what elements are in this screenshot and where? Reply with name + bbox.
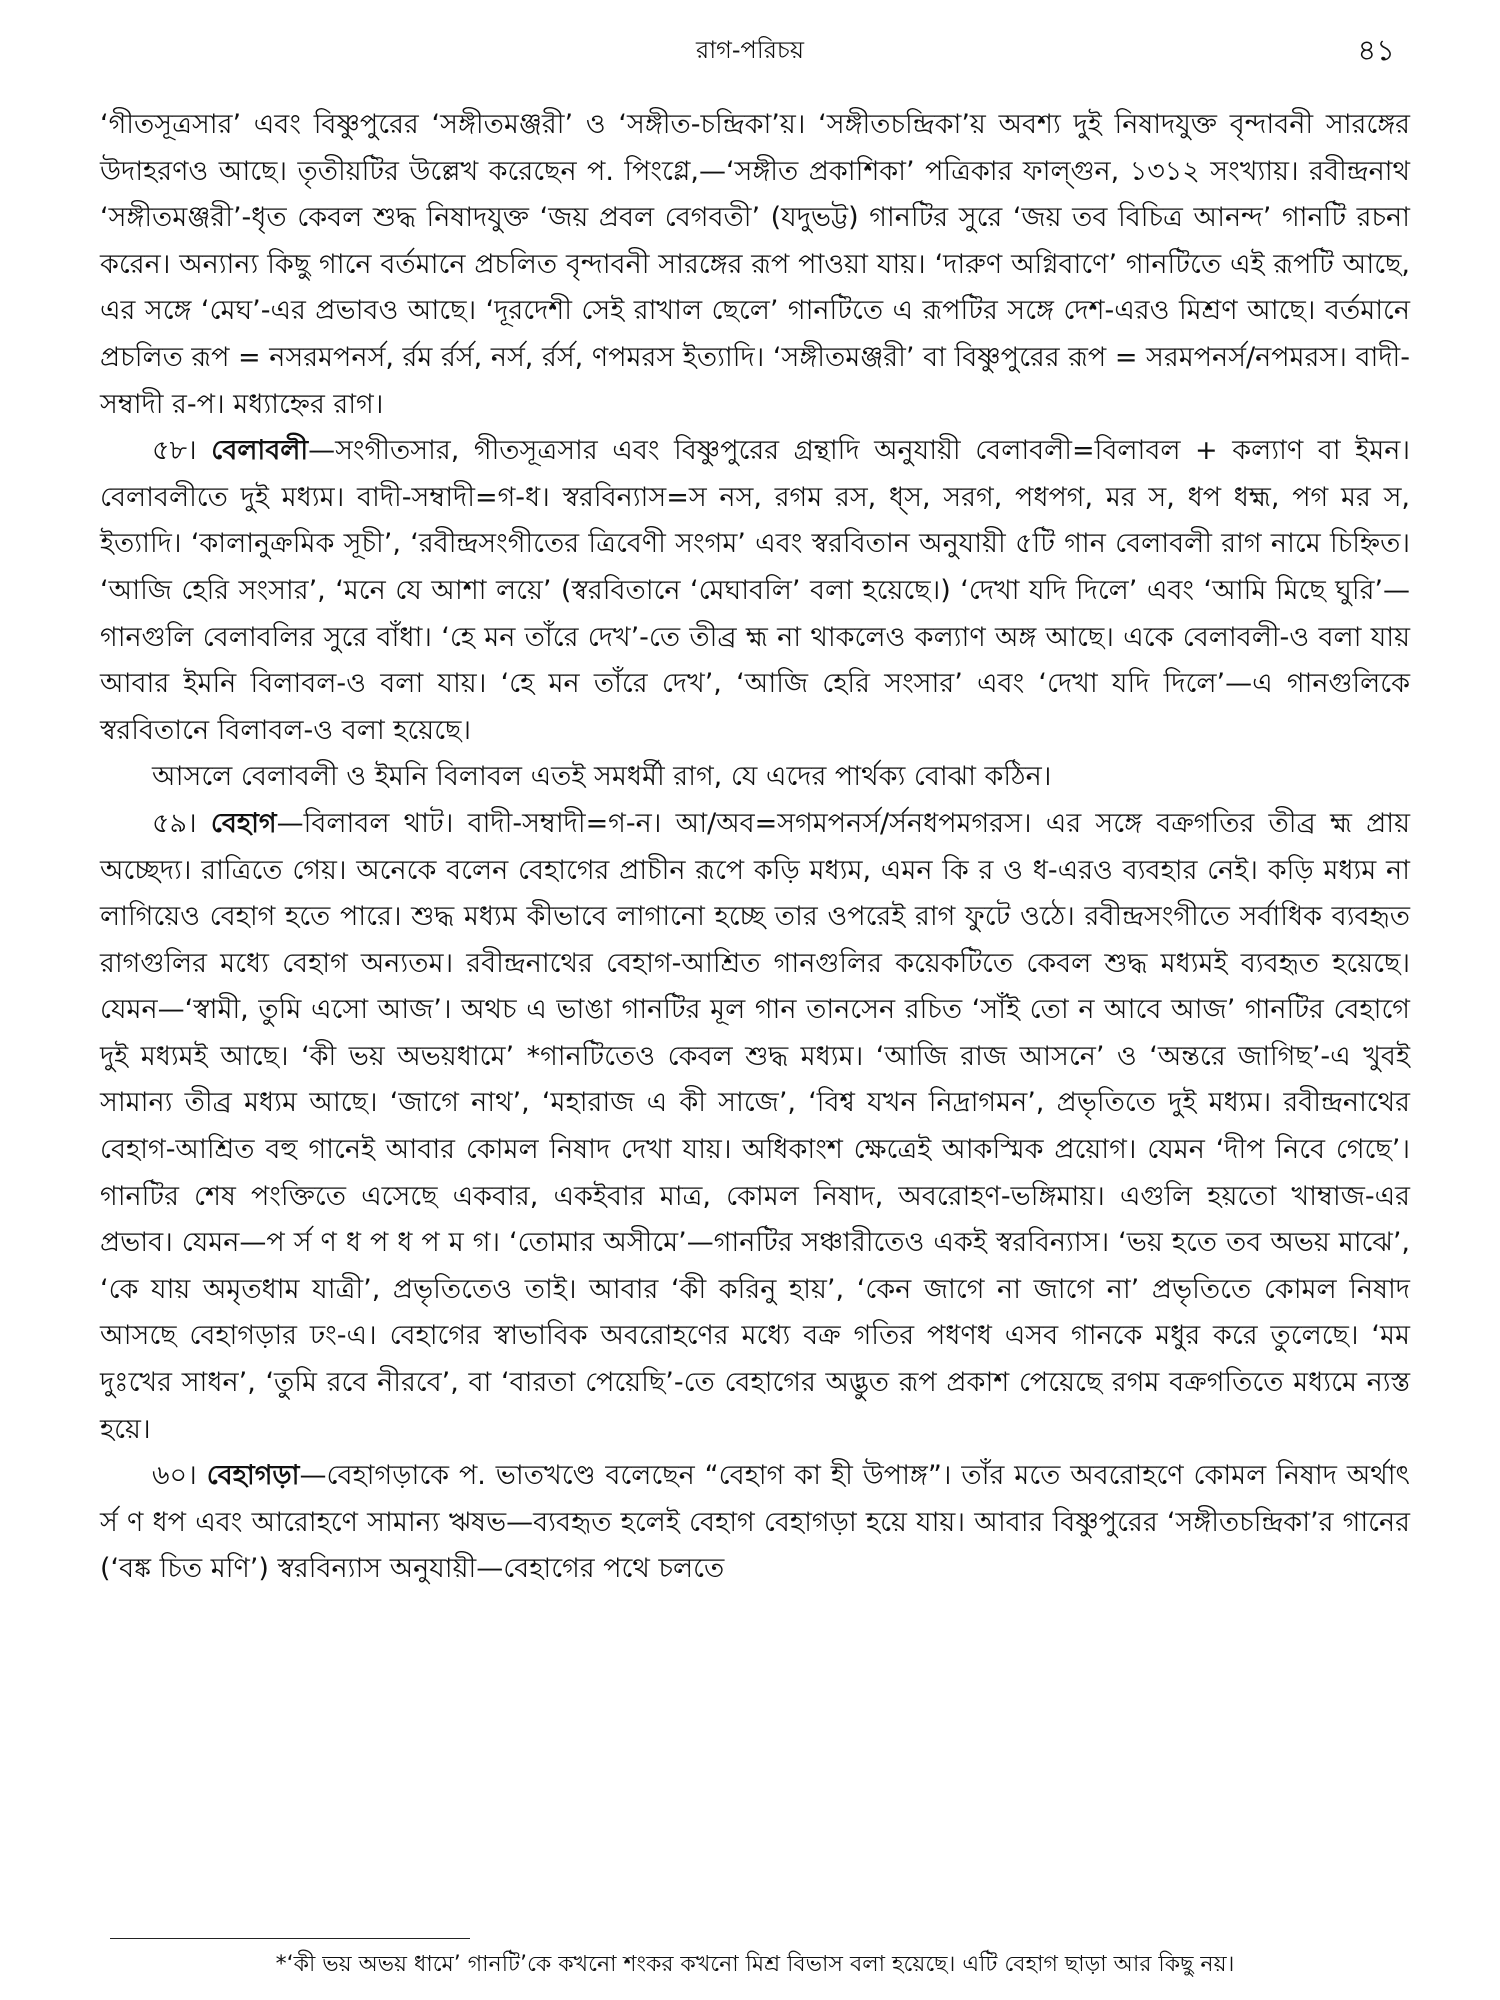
page-number: ৪১ — [1357, 33, 1395, 67]
entry-text: —বেহাগড়াকে প. ভাতখণ্ডে বলেছেন “বেহাগ কা হী উপাঙ্গ”। তাঁর মতে অবরোহণে কোমল নিষাদ অর্থাৎ র্স ণ ধপ এবং আরোহণে সামান্য ঋষভ—ব্যবহৃত হলেই বেহাগ বেহাগড়া হয়ে যায়। আবার বিষ্ণুপুরের ‘সঙ্গীতচন্দ্রিকা’র গানের (‘বঙ্ক চিত মণি’) স্বরবিন্যাস অনুযায়ী—বেহাগের পথে চলতে — [100, 1460, 1410, 1585]
entry-text: —বিলাবল থাট। বাদী-সম্বাদী=গ-ন। আ/অব=সগমপনর্স/র্সনধপমগরস। এর সঙ্গে বক্রগতির তীব্র হ্ম প্রায় অচ্ছেদ্য। রাত্রিতে গেয়। অনেকে বলেন বেহাগের প্রাচীন রূপে কড়ি মধ্যম, এমন কি র ও ধ-এরও ব্যবহার নেই। কড়ি মধ্যম না লাগিয়েও বেহাগ হতে পারে। শুদ্ধ মধ্যম কীভাবে লাগানো হচ্ছে তার ওপরেই রাগ ফুটে ওঠে। রবীন্দ্রসংগীতে সর্বাধিক ব্যবহৃত রাগগুলির মধ্যে বেহাগ অন্যতম। রবীন্দ্রনাথের বেহাগ-আশ্রিত গানগুলির কয়েকটিতে কেবল শুদ্ধ মধ্যমই ব্যবহৃত হয়েছে। যেমন—‘স্বামী, তুমি এসো আজ’। অথচ এ ভাঙা গানটির মূল গান তানসেন রচিত ‘সাঁই তো ন আবে আজ’ গানটির বেহাগে দুই মধ্যমই আছে। ‘কী ভয় অভয়ধামে’ *গানটিতেও কেবল শুদ্ধ মধ্যম। ‘আজি রাজ আসনে’ ও ‘অন্তরে জাগিছ’-এ খুবই সামান্য তীব্র মধ্যম আছে। ‘জাগে নাথ’, ‘মহারাজ এ কী সাজে’, ‘বিশ্ব যখন নিদ্রাগমন’, প্রভৃতিতে দুই মধ্যম। রবীন্দ্রনাথের বেহাগ-আশ্রিত বহু গানেই আবার কোমল নিষাদ দেখা যায়। অধিকাংশ ক্ষেত্রেই আকস্মিক প্রয়োগ। যেমন ‘দীপ নিবে গেছে’। গানটির শেষ পংক্তিতে এসেছে একবার, একইবার মাত্র, কোমল নিষাদ, অবরোহণ-ভঙ্গিমায়। এগুলি হয়তো খাম্বাজ-এর প্রভাব। যেমন—প র্স ণ ধ প ধ প ম গ। ‘তোমার অসীমে’—গানটির সঞ্চারীতেও একই স্বরবিন্যাস। ‘ভয় হতে তব অভয় মাঝে’, ‘কে যায় অমৃতধাম যাত্রী’, প্রভৃতিতেও তাই। আবার ‘কী করিনু হায়’, ‘কেন জাগে না জাগে না’ প্রভৃতিতে কোমল নিষাদ আসছে বেহাগড়ার ঢং-এ। বেহাগের স্বাভাবিক অবরোহণের মধ্যে বক্র গতির পধণধ এসব গানকে মধুর করে তুলেছে। ‘মম দুঃখের সাধন’, ‘তুমি রবে নীরবে’, বা ‘বারতা পেয়েছি’-তে বেহাগের অদ্ভুত রূপ প্রকাশ পেয়েছে রগম বক্রগতিতে মধ্যমে ন্যস্ত হয়ে। — [100, 807, 1410, 1445]
entry-heading: বেহাগড়া — [206, 1460, 300, 1492]
body-text — [100, 102, 1410, 1593]
entry-text: —সংগীতসার, গীতসূত্রসার এবং বিষ্ণুপুরের গ্রন্থাদি অনুযায়ী বেলাবলী=বিলাবল + কল্যাণ বা ইমন। বেলাবলীতে দুই মধ্যম। বাদী-সম্বাদী=গ-ধ। স্বরবিন্যাস=স নস, রগম রস, ধ্স, সরগ, পধপগ, মর স, ধপ ধহ্ম, পগ মর স, ইত্যাদি। ‘কালানুক্রমিক সূচী’, ‘রবীন্দ্রসংগীতের ত্রিবেণী সংগম’ এবং স্বরবিতান অনুযায়ী ৫টি গান বেলাবলী রাগ নামে চিহ্নিত। ‘আজি হেরি সংসার’, ‘মনে যে আশা লয়ে’ (স্বরবিতানে ‘মেঘাবলি’ বলা হয়েছে।) ‘দেখা যদি দিলে’ এবং ‘আমি মিছে ঘুরি’—গানগুলি বেলাবলির সুরে বাঁধা। ‘হে মন তাঁরে দেখ’-তে তীব্র হ্ম না থাকলেও কল্যাণ অঙ্গ আছে। একে বেলাবলী-ও বলা যায় আবার ইমনি বিলাবল-ও বলা যায়। ‘হে মন তাঁরে দেখ’, ‘আজি হেরি সংসার’ এবং ‘দেখা যদি দিলে’—এ গানগুলিকে স্বরবিতানে বিলাবল-ও বলা হয়েছে। — [100, 435, 1410, 746]
footnote-divider — [110, 1938, 470, 1939]
paragraph-continued: ‘গীতসূত্রসার’ এবং বিষ্ণুপুরের ‘সঙ্গীতমঞ্জরী’ ও ‘সঙ্গীত-চন্দ্রিকা’য়। ‘সঙ্গীতচন্দ্রিকা’য় অবশ্য দুই নিষাদযুক্ত বৃন্দাবনী সারঙ্গের উদাহরণও আছে। তৃতীয়টির উল্লেখ করেছেন প. পিংগ্লে,—‘সঙ্গীত প্রকাশিকা’ পত্রিকার ফাল্গুন, ১৩১২ সংখ্যায়। রবীন্দ্রনাথ ‘সঙ্গীতমঞ্জরী’-ধৃত কেবল শুদ্ধ নিষাদযুক্ত ‘জয় প্রবল বেগবতী’ (যদুভট্ট) গানটির সুরে ‘জয় তব বিচিত্র আনন্দ’ গানটি রচনা করেন। অন্যান্য কিছু গানে বর্তমানে প্রচলিত বৃন্দাবনী সারঙ্গের রূপ পাওয়া যায়। ‘দারুণ অগ্নিবাণে’ গানটিতে এই রূপটি আছে, এর সঙ্গে ‘মেঘ’-এর প্রভাবও আছে। ‘দূরদেশী সেই রাখাল ছেলে’ গানটিতে এ রূপটির সঙ্গে দেশ-এরও মিশ্রণ আছে। বর্তমানে প্রচলিত রূপ = নসরমপনর্স, র্রম র্রর্স, নর্স, র্রর্স, ণপমরস ইত্যাদি। ‘সঙ্গীতমঞ্জরী’ বা বিষ্ণুপুরের রূপ = সরমপনর্স/নপমরস। বাদী-সম্বাদী র-প। মধ্যাহ্নের রাগ। — [100, 109, 1410, 420]
page-header — [0, 28, 1500, 68]
entry-number: ৫৯। — [152, 807, 197, 839]
entry-number: ৫৮। — [152, 435, 197, 467]
paragraph-belaboli — [100, 428, 1410, 754]
entry-heading: বেহাগ — [210, 807, 277, 839]
paragraph-behagra — [100, 1453, 1410, 1593]
paragraph-behag — [100, 801, 1410, 1453]
running-title: রাগ-পরিচয় — [696, 36, 804, 64]
paragraph-note: আসলে বেলাবলী ও ইমনি বিলাবল এতই সমধর্মী রাগ, যে এদের পার্থক্য বোঝা কঠিন। — [152, 761, 1052, 793]
entry-number: ৬০। — [152, 1460, 197, 1492]
entry-heading: বেলাবলী — [211, 435, 309, 467]
footnote: *‘কী ভয় অভয় ধামে’ গানটি’কে কখনো শংকর কখনো মিশ্র বিভাস বলা হয়েছে। এটি বেহাগ ছাড়া আর কিছু নয়। — [275, 1952, 1235, 1977]
